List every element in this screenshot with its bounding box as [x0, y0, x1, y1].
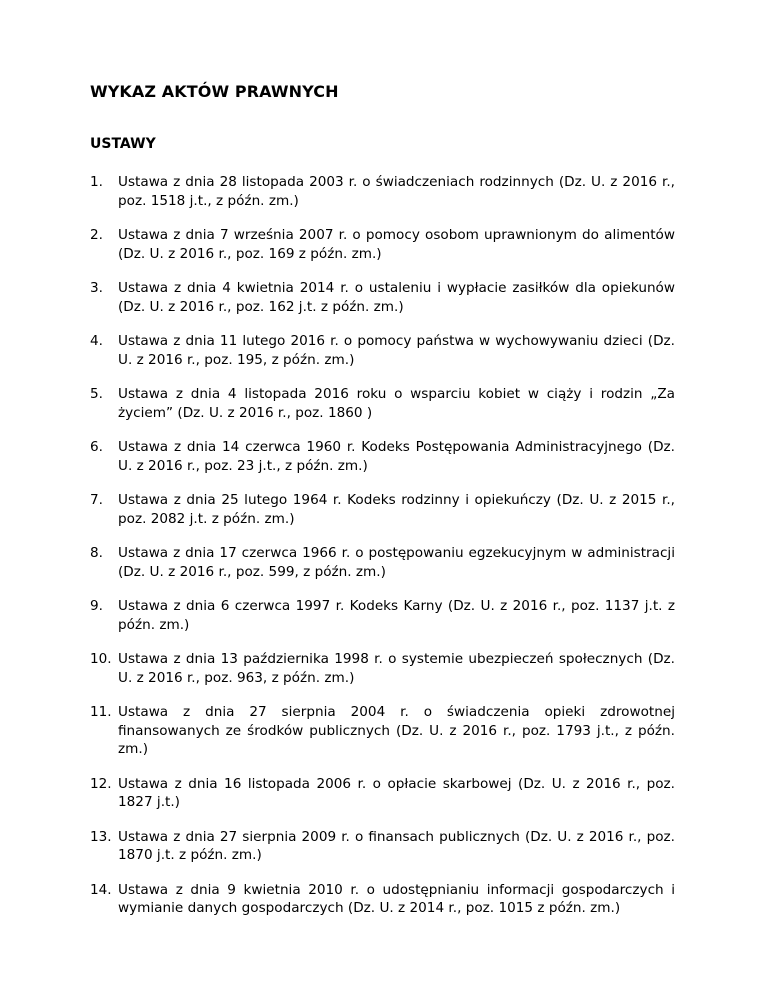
item-text: Ustawa z dnia 27 sierpnia 2009 r. o finansach publicznych (Dz. U. z 2016 r., poz. 1870 j.t. z późn. zm.)	[118, 828, 675, 863]
item-text: Ustawa z dnia 6 czerwca 1997 r. Kodeks Karny (Dz. U. z 2016 r., poz. 1137 j.t. z późn. zm.)	[118, 598, 675, 633]
list-item	[90, 775, 675, 812]
item-number: 5.	[90, 386, 103, 402]
item-number: 7.	[90, 492, 103, 508]
item-text: Ustawa z dnia 25 lutego 1964 r. Kodeks rodzinny i opiekuńczy (Dz. U. z 2015 r., poz. 2082 j.t. z późn. zm.)	[118, 492, 675, 527]
item-text: Ustawa z dnia 9 kwietnia 2010 r. o udostępnianiu informacji gospodarczych i wymianie danych gospodarczych (Dz. U. z 2014 r., poz. 1015 z późn. zm.)	[118, 881, 675, 916]
item-text: Ustawa z dnia 4 kwietnia 2014 r. o ustaleniu i wypłacie zasiłków dla opiekunów (Dz. U. z 2016 r., poz. 162 j.t. z późn. zm.)	[118, 280, 675, 315]
list-item	[90, 491, 675, 528]
item-text: Ustawa z dnia 7 września 2007 r. o pomocy osobom uprawnionym do alimentów (Dz. U. z 2016 r., poz. 169 z późn. zm.)	[118, 227, 675, 262]
item-text: Ustawa z dnia 27 sierpnia 2004 r. o świadczenia opieki zdrowotnej finansowanych ze środków publicznych (Dz. U. z 2016 r., poz. 1793 j.t., z późn. zm.)	[118, 704, 675, 757]
item-number: 3.	[90, 280, 103, 296]
item-text: Ustawa z dnia 28 listopada 2003 r. o świadczeniach rodzinnych (Dz. U. z 2016 r., poz. 1518 j.t., z późn. zm.)	[118, 174, 675, 209]
list-item	[90, 226, 675, 263]
list-item	[90, 544, 675, 581]
item-number: 11.	[90, 704, 112, 720]
item-text: Ustawa z dnia 17 czerwca 1966 r. o postępowaniu egzekucyjnym w administracji (Dz. U. z 2016 r., poz. 599, z późn. zm.)	[118, 545, 675, 580]
item-number: 6.	[90, 439, 103, 455]
item-number: 9.	[90, 598, 103, 614]
item-number: 4.	[90, 333, 103, 349]
item-number: 13.	[90, 828, 112, 845]
item-number: 14.	[90, 881, 112, 898]
section-title: USTAWY	[90, 136, 156, 152]
item-text: Ustawa z dnia 4 listopada 2016 roku o wsparciu kobiet w ciąży i rodzin „Za życiem” (Dz. U. z 2016 r., poz. 1860 )	[118, 386, 675, 421]
list-item	[90, 279, 675, 316]
item-text: Ustawa z dnia 16 listopada 2006 r. o opłacie skarbowej (Dz. U. z 2016 r., poz. 1827 j.t.)	[118, 775, 675, 810]
list-item	[90, 597, 675, 634]
list-item	[90, 173, 675, 210]
item-text: Ustawa z dnia 11 lutego 2016 r. o pomocy państwa w wychowywaniu dzieci (Dz. U. z 2016 r., poz. 195, z późn. zm.)	[118, 333, 675, 368]
list-item	[90, 703, 675, 759]
item-number: 1.	[90, 174, 103, 190]
list-item	[90, 650, 675, 687]
item-number: 8.	[90, 545, 103, 561]
legal-acts-list	[90, 173, 675, 918]
item-number: 12.	[90, 775, 112, 792]
document-title: WYKAZ AKTÓW PRAWNYCH	[90, 82, 339, 101]
list-item	[90, 828, 675, 865]
item-text: Ustawa z dnia 13 października 1998 r. o systemie ubezpieczeń społecznych (Dz. U. z 2016 r., poz. 963, z późn. zm.)	[118, 651, 675, 686]
list-item	[90, 438, 675, 475]
list-item	[90, 881, 675, 918]
item-text: Ustawa z dnia 14 czerwca 1960 r. Kodeks Postępowania Administracyjnego (Dz. U. z 2016 r., poz. 23 j.t., z późn. zm.)	[118, 439, 675, 474]
item-number: 10.	[90, 651, 112, 667]
list-item	[90, 385, 675, 422]
item-number: 2.	[90, 227, 103, 243]
list-item	[90, 332, 675, 369]
